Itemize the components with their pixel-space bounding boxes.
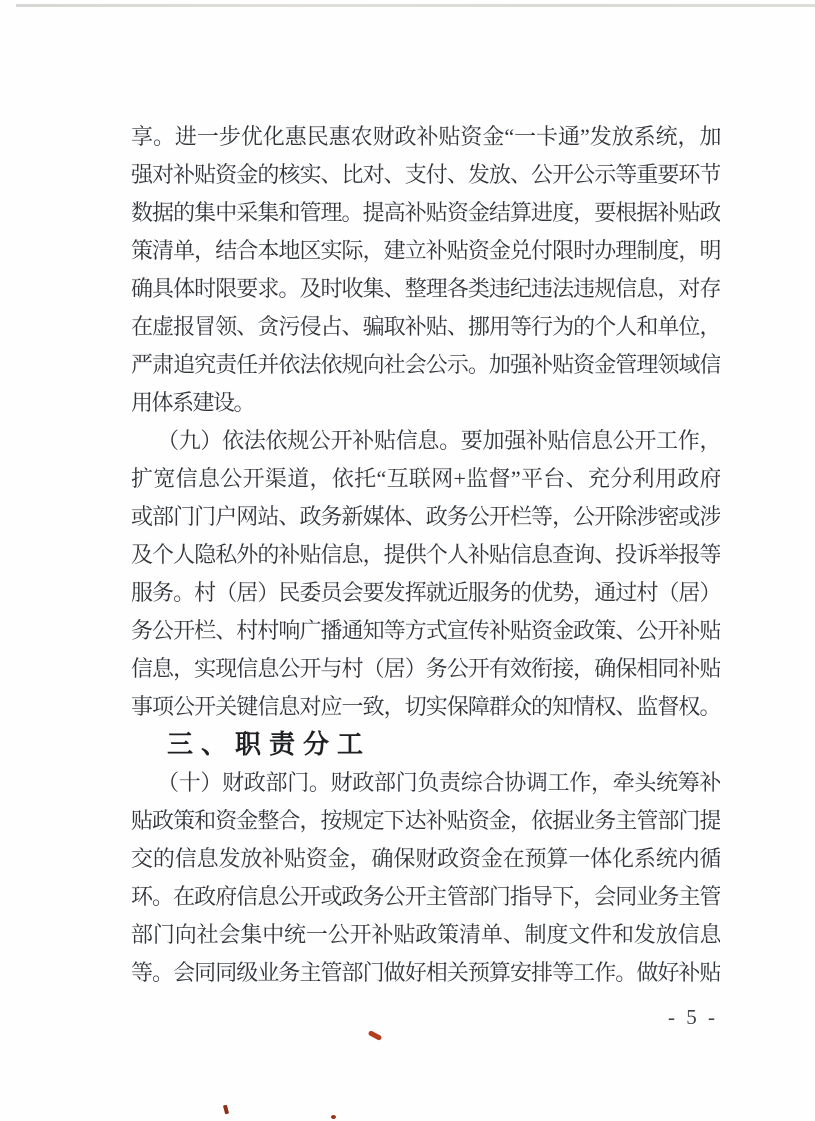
text-line: 扩宽信息公开渠道，依托“互联网+监督”平台、充分利用政府 <box>131 466 720 491</box>
text-line: 用体系建设。 <box>131 390 255 415</box>
text-line: 环。在政府信息公开或政务公开主管部门指导下，会同业务主管 <box>131 884 720 909</box>
red-ink-dot <box>331 1115 336 1119</box>
text-line: 强对补贴资金的核实、比对、支付、发放、公开公示等重要环节 <box>131 162 720 187</box>
page-number: - 5 - <box>668 1005 718 1029</box>
text-line-paragraph-start: （九）依法依规公开补贴信息。要加强补贴信息公开工作， <box>157 428 720 453</box>
red-ink-mark <box>368 1030 383 1041</box>
text-line: 事项公开关键信息对应一致，切实保障群众的知情权、监督权。 <box>131 694 720 719</box>
text-line: 及个人隐私外的补贴信息，提供个人补贴信息查询、投诉举报等 <box>131 542 720 567</box>
text-line: 或部门门户网站、政务新媒体、政务公开栏等，公开除涉密或涉 <box>131 504 720 529</box>
red-ink-speck <box>223 1105 229 1115</box>
text-line: 等。会同同级业务主管部门做好相关预算安排等工作。做好补贴 <box>131 960 720 985</box>
text-line: 交的信息发放补贴资金，确保财政资金在预算一体化系统内循 <box>131 846 720 871</box>
text-line: 数据的集中采集和管理。提高补贴资金结算进度，要根据补贴政 <box>131 200 720 225</box>
text-line: 享。进一步优化惠民惠农财政补贴资金“一卡通”发放系统，加 <box>131 124 720 149</box>
text-line: 严肃追究责任并依法依规向社会公示。加强补贴资金管理领域信 <box>131 352 720 377</box>
page-body-text <box>131 118 720 992</box>
text-line: 服务。村（居）民委员会要发挥就近服务的优势，通过村（居） <box>131 580 720 605</box>
text-line: 在虚报冒领、贪污侵占、骗取补贴、挪用等行为的个人和单位， <box>131 314 720 339</box>
text-line: 贴政策和资金整合，按规定下达补贴资金，依据业务主管部门提 <box>131 808 720 833</box>
text-line: 信息，实现信息公开与村（居）务公开有效衔接，确保相同补贴 <box>131 656 720 681</box>
text-line: 策清单，结合本地区实际，建立补贴资金兑付限时办理制度，明 <box>131 238 720 263</box>
text-line: 确具体时限要求。及时收集、整理各类违纪违法违规信息，对存 <box>131 276 720 301</box>
text-line: 务公开栏、村村响广播通知等方式宣传补贴资金政策、公开补贴 <box>131 618 720 643</box>
section-heading: 三、职责分工 <box>167 730 372 760</box>
text-line-paragraph-start: （十）财政部门。财政部门负责综合协调工作，牵头统筹补 <box>157 770 720 795</box>
text-line: 部门向社会集中统一公开补贴政策清单、制度文件和发放信息 <box>131 922 720 947</box>
scan-edge-line <box>16 4 815 7</box>
